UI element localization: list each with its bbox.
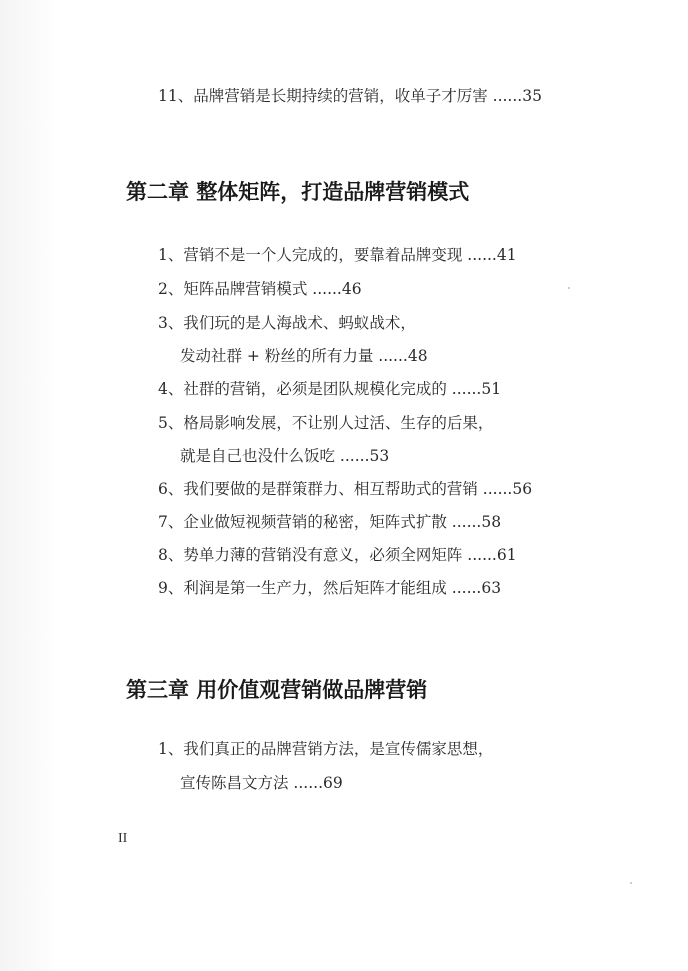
toc-entry-continuation: 发动社群 + 粉丝的所有力量 ......48 — [180, 347, 428, 365]
toc-entry: 8、势单力薄的营销没有意义，必须全网矩阵 ......61 — [158, 546, 517, 564]
toc-entry: 1、我们真正的品牌营销方法，是宣传儒家思想， — [158, 740, 494, 758]
toc-entry: 3、我们玩的是人海战术、蚂蚁战术， — [158, 314, 416, 332]
toc-entry: 1、营销不是一个人完成的，要靠着品牌变现 ......41 — [158, 246, 517, 264]
toc-entry: 7、企业做短视频营销的秘密，矩阵式扩散 ......58 — [158, 513, 502, 531]
paper-speck — [630, 882, 632, 884]
toc-entry: 4、社群的营销，必须是团队规模化完成的 ......51 — [158, 380, 502, 398]
toc-entry-11: 11、品牌营销是长期持续的营销，收单子才厉害 ......35 — [158, 87, 542, 105]
page-number: II — [118, 831, 128, 846]
toc-entry: 9、利润是第一生产力，然后矩阵才能组成 ......63 — [158, 579, 502, 597]
toc-entry: 6、我们要做的是群策群力、相互帮助式的营销 ......56 — [158, 480, 533, 498]
toc-entry-continuation: 就是自己也没什么饭吃 ......53 — [180, 447, 390, 465]
chapter-3-heading: 第三章 用价值观营销做品牌营销 — [126, 678, 428, 702]
toc-entry: 5、格局影响发展，不让别人过活、生存的后果， — [158, 414, 494, 432]
chapter-2-heading: 第二章 整体矩阵，打造品牌营销模式 — [126, 180, 470, 204]
page-edge-shadow — [0, 0, 60, 971]
toc-entry: 2、矩阵品牌营销模式 ......46 — [158, 280, 362, 298]
paper-speck — [568, 287, 570, 289]
toc-entry-continuation: 宣传陈昌文方法 ......69 — [180, 774, 343, 792]
